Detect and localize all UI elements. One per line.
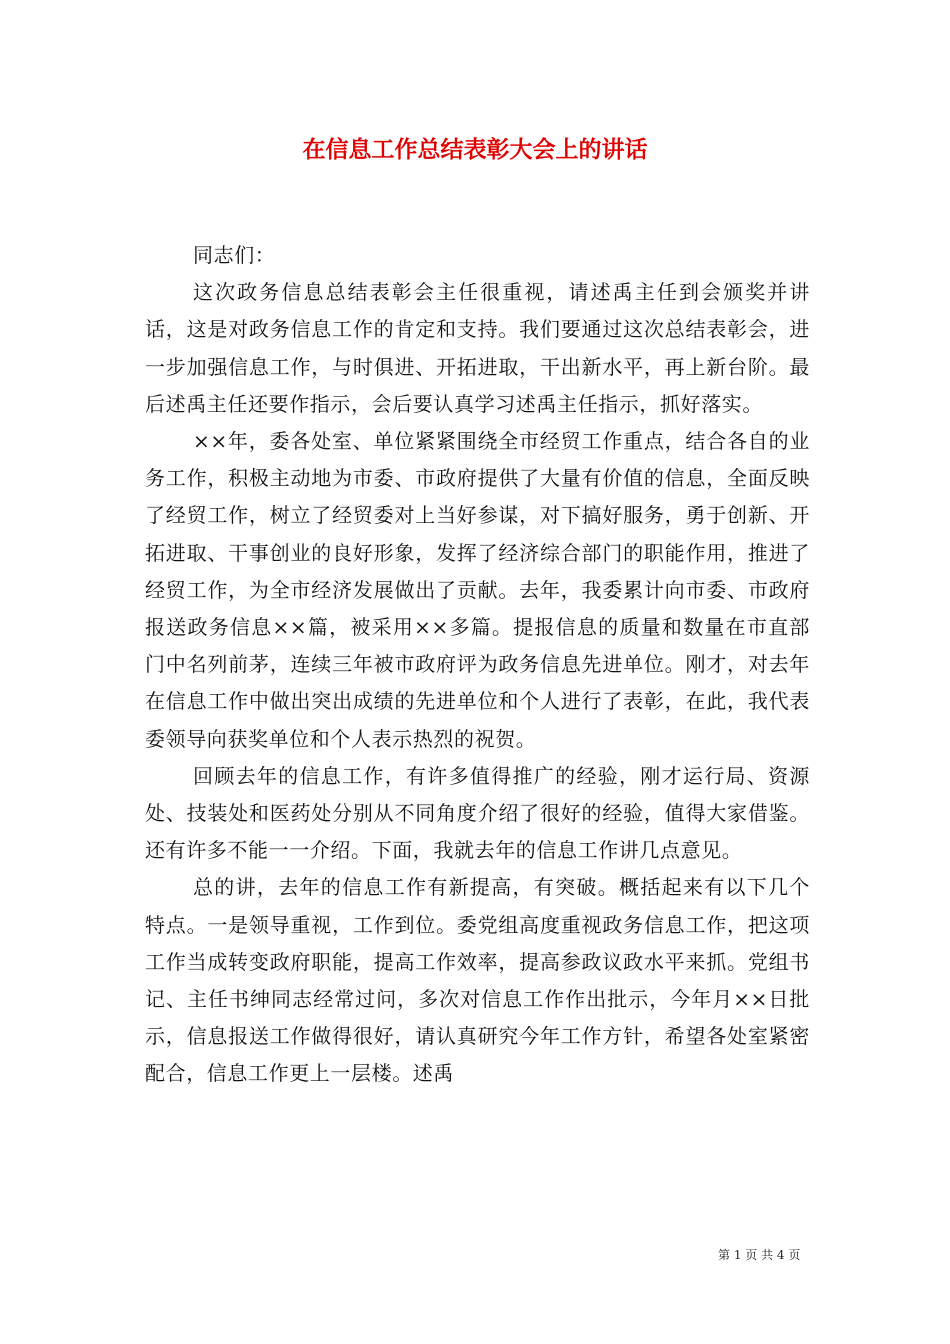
document-body [145,237,810,1093]
salutation: 同志们： [193,243,276,267]
document-title: 在信息工作总结表彰大会上的讲话 [302,137,648,163]
paragraph: 这次政务信息总结表彰会主任很重视，请述禹主任到会颁奖并讲话，这是对政务信息工作的肯定和支持。我们要通过这次总结表彰会，进一步加强信息工作，与时俱进、开拓进取，干出新水平，再上新台阶。最后述禹主任还要作指示，会后要认真学习述禹主任指示，抓好落实。 [145,280,810,416]
paragraph: ××年，委各处室、单位紧紧围绕全市经贸工作重点，结合各自的业务工作，积极主动地为市委、市政府提供了大量有价值的信息，全面反映了经贸工作，树立了经贸委对上当好参谋，对下搞好服务，勇于创新、开拓进取、干事创业的良好形象，发挥了经济综合部门的职能作用，推进了经贸工作，为全市经济发展做出了贡献。去年，我委累计向市委、市政府报送政务信息××篇，被采用××多篇。提报信息的质量和数量在市直部门中名列前茅，连续三年被市政府评为政务信息先进单位。刚才，对去年在信息工作中做出突出成绩的先进单位和个人进行了表彰，在此，我代表委领导向获奖单位和个人表示热烈的祝贺。 [145,429,810,751]
paragraph: 回顾去年的信息工作，有许多值得推广的经验，刚才运行局、资源处、技装处和医药处分别从不同角度介绍了很好的经验，值得大家借鉴。还有许多不能一一介绍。下面，我就去年的信息工作讲几点意见。 [145,763,810,863]
paragraph: 总的讲，去年的信息工作有新提高，有突破。概括起来有以下几个特点。一是领导重视，工作到位。委党组高度重视政务信息工作，把这项工作当成转变政府职能，提高工作效率，提高参政议政水平来抓。党组书记、主任书绅同志经常过问，多次对信息工作作出批示，今年月××日批示，信息报送工作做得很好，请认真研究今年工作方针，希望各处室紧密配合，信息工作更上一层楼。述禹 [145,875,810,1086]
page-number: 第 1 页 共 4 页 [718,1248,801,1262]
